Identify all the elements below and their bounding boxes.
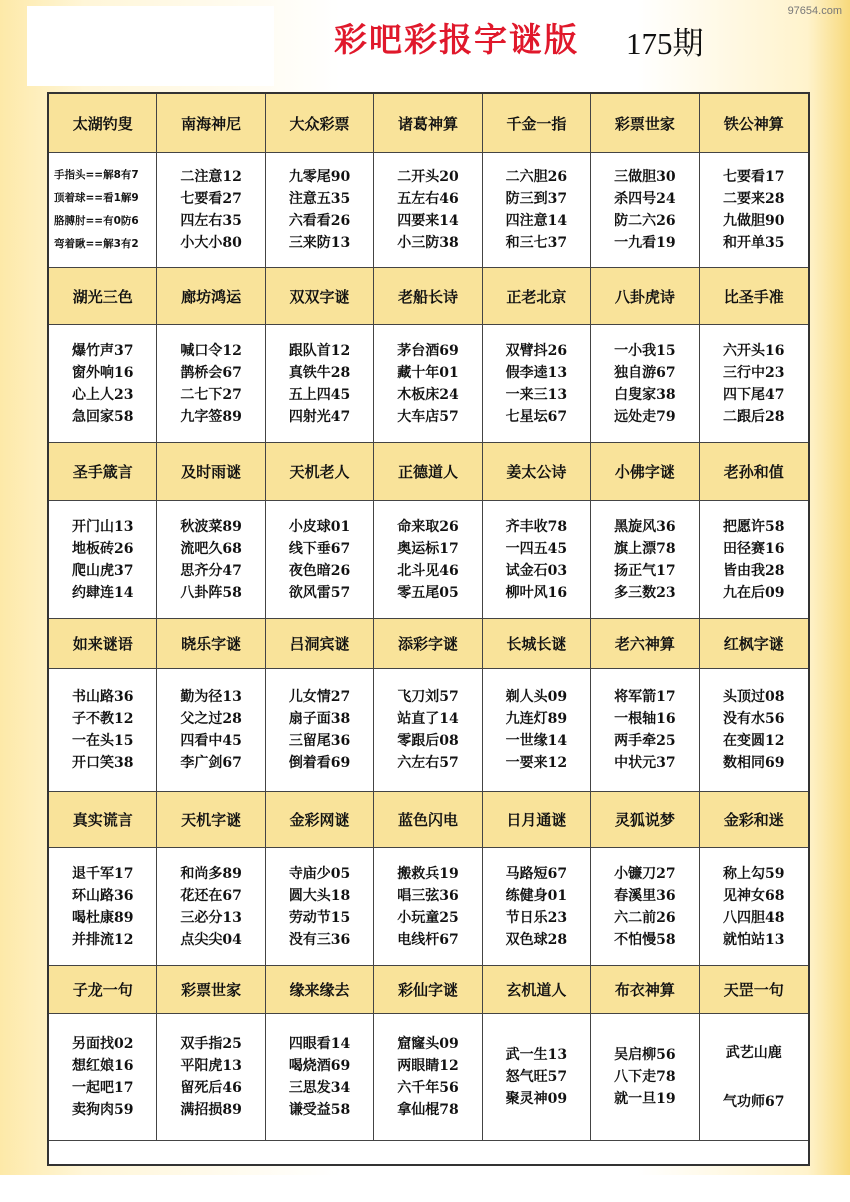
riddle-line: 和三七37 (505, 235, 568, 251)
riddle-cell (266, 1014, 374, 1141)
riddle-line: 四下尾47 (723, 386, 785, 403)
riddle-line: 木板床24 (397, 386, 459, 403)
riddle-line: 三来防13 (288, 235, 351, 251)
riddle-line: 顶着球==看1解9 (54, 192, 139, 204)
riddle-line: 和开单35 (723, 235, 785, 251)
riddle-line: 谦受益58 (288, 1102, 351, 1118)
riddle-line: 四要来14 (397, 213, 459, 229)
riddle-line: 子不教12 (71, 711, 134, 727)
riddle-line: 二开头20 (397, 169, 459, 185)
riddle-line: 四看中45 (180, 733, 242, 749)
column-header: 比圣手准 (700, 268, 808, 325)
riddle-line: 平阳虎13 (180, 1058, 242, 1074)
riddle-line: 黑旋风36 (614, 518, 676, 535)
riddle-line: 小大小80 (180, 235, 242, 251)
column-header: 双双字谜 (266, 268, 374, 325)
riddle-line: 想红娘16 (71, 1058, 134, 1074)
riddle-line: 小皮球01 (288, 518, 351, 535)
riddle-line: 急回家58 (71, 408, 134, 425)
riddle-cell (700, 669, 808, 792)
riddle-line: 独自游67 (614, 364, 676, 381)
riddle-line: 防三到37 (505, 191, 568, 207)
riddle-cell (266, 501, 374, 619)
riddle-line: 多三数23 (614, 584, 676, 601)
riddle-line: 八下走78 (614, 1069, 676, 1085)
riddle-line: 拿仙棍78 (397, 1102, 459, 1118)
riddle-cell (266, 669, 374, 792)
riddle-line: 没有三36 (288, 931, 351, 948)
riddle-line: 心上人23 (71, 386, 134, 403)
column-header: 八卦虎诗 (591, 268, 699, 325)
column-header: 彩票世家 (157, 966, 265, 1014)
riddle-line: 三留尾36 (288, 733, 351, 749)
riddle-line: 命来取26 (397, 518, 459, 535)
riddle-line: 试金石03 (505, 562, 568, 579)
riddle-line: 劳动节15 (288, 909, 351, 926)
riddle-line: 真铁牛28 (288, 364, 351, 381)
riddle-cell (591, 669, 699, 792)
riddle-line: 开门山13 (71, 518, 134, 535)
riddle-line: 大车店57 (397, 408, 459, 425)
bottom-margin (0, 1175, 850, 1202)
riddle-line: 八卦阵58 (180, 584, 242, 601)
riddle-line: 勤为径13 (180, 689, 242, 705)
riddle-line: 寺庙少05 (288, 865, 351, 882)
column-header: 正德道人 (374, 443, 482, 501)
riddle-line: 六左右57 (397, 755, 459, 771)
riddle-line: 小三防38 (397, 235, 459, 251)
riddle-line: 李广剑67 (180, 755, 242, 771)
riddle-line: 七要看17 (723, 169, 785, 185)
riddle-line: 远处走79 (614, 408, 676, 425)
riddle-line: 爬山虎37 (71, 562, 134, 579)
riddle-line: 马路短67 (505, 865, 568, 882)
riddle-line: 小镰刀27 (614, 865, 676, 882)
riddle-line: 四眼看14 (288, 1036, 351, 1052)
riddle-line: 另面找02 (71, 1036, 134, 1052)
riddle-line: 吴启柳56 (614, 1047, 676, 1063)
riddle-cell (591, 501, 699, 619)
column-header: 大众彩票 (266, 94, 374, 153)
riddle-line: 站直了14 (397, 711, 459, 727)
riddle-line: 六二前26 (614, 909, 676, 926)
riddle-line: 三思发34 (288, 1080, 351, 1096)
riddle-cell (157, 669, 265, 792)
riddle-line: 九字签89 (180, 408, 242, 425)
column-header: 老孙和值 (700, 443, 808, 501)
riddle-cell (157, 501, 265, 619)
riddle-line: 九在后09 (723, 584, 785, 601)
riddle-cell (49, 848, 157, 966)
riddle-line: 卖狗肉59 (71, 1102, 134, 1118)
riddle-cell (483, 501, 591, 619)
riddle-line: 练健身01 (505, 887, 568, 904)
column-header: 添彩字谜 (374, 619, 482, 669)
riddle-line: 扇子面38 (288, 711, 351, 727)
riddle-line: 见神女68 (723, 887, 785, 904)
riddle-line: 三行中23 (723, 364, 785, 381)
riddle-board (47, 92, 810, 1166)
riddle-line: 环山路36 (71, 887, 134, 904)
riddle-line: 柳叶风16 (505, 584, 568, 601)
riddle-line: 数相同69 (723, 755, 785, 771)
column-header: 姜太公诗 (483, 443, 591, 501)
riddle-line: 两眼睛12 (397, 1058, 459, 1074)
column-header: 湖光三色 (49, 268, 157, 325)
riddle-cell (483, 669, 591, 792)
riddle-line: 五左右46 (397, 191, 459, 207)
riddle-line: 一来三13 (505, 386, 568, 403)
riddle-line: 节日乐23 (505, 909, 568, 926)
riddle-line: 一九看19 (614, 235, 676, 251)
riddle-line: 点尖尖04 (180, 931, 242, 948)
riddle-line: 两手牵25 (614, 733, 676, 749)
riddle-line: 电线杆67 (397, 931, 459, 948)
riddle-line: 春溪里36 (614, 887, 676, 904)
riddle-cell (700, 153, 808, 268)
riddle-line: 气功师67 (723, 1093, 785, 1110)
riddle-line: 花还在67 (180, 887, 242, 904)
column-header: 天机字谜 (157, 792, 265, 848)
column-header: 晓乐字谜 (157, 619, 265, 669)
riddle-cell (49, 669, 157, 792)
riddle-cell (591, 325, 699, 443)
riddle-line: 一四五45 (505, 540, 568, 557)
riddle-line: 飞刀刘57 (397, 689, 459, 705)
riddle-cell (266, 153, 374, 268)
column-header: 及时雨谜 (157, 443, 265, 501)
column-header: 吕洞宾谜 (266, 619, 374, 669)
riddle-cell (591, 153, 699, 268)
column-header: 金彩网谜 (266, 792, 374, 848)
riddle-cell (157, 325, 265, 443)
riddle-line: 剃人头09 (505, 689, 568, 705)
riddle-line: 圆大头18 (288, 887, 351, 904)
blank-panel-left (27, 6, 274, 86)
column-header: 天罡一句 (700, 966, 808, 1014)
column-header: 彩仙字谜 (374, 966, 482, 1014)
riddle-line: 和尚多89 (180, 865, 242, 882)
column-header: 红枫字谜 (700, 619, 808, 669)
riddle-line: 父之过28 (180, 711, 242, 727)
riddle-line: 九连灯89 (505, 711, 568, 727)
riddle-line: 聚灵神09 (505, 1091, 568, 1107)
riddle-cell (700, 501, 808, 619)
column-header: 天机老人 (266, 443, 374, 501)
riddle-line: 八四胆48 (723, 909, 785, 926)
riddle-line: 扬正气17 (614, 562, 676, 579)
column-header: 圣手箴言 (49, 443, 157, 501)
riddle-line: 双色球28 (505, 931, 568, 948)
riddle-line: 五上四45 (288, 386, 351, 403)
riddle-line: 怒气旺57 (505, 1069, 568, 1085)
riddle-line: 六看看26 (288, 213, 351, 229)
riddle-line: 就一旦19 (614, 1091, 676, 1107)
riddle-cell (157, 1014, 265, 1141)
riddle-line: 注意五35 (288, 191, 351, 207)
riddle-line: 秋波菜89 (180, 518, 242, 535)
column-header: 如来谜语 (49, 619, 157, 669)
column-header: 蓝色闪电 (374, 792, 482, 848)
riddle-line: 四左右35 (180, 213, 242, 229)
column-header: 缘来缘去 (266, 966, 374, 1014)
riddle-cell (374, 153, 482, 268)
column-header: 千金一指 (483, 94, 591, 153)
riddle-line: 杀四号24 (614, 191, 676, 207)
riddle-cell (157, 153, 265, 268)
riddle-line: 七星坛67 (505, 408, 568, 425)
riddle-cell (591, 848, 699, 966)
riddle-line: 田径赛16 (723, 540, 785, 557)
riddle-line: 喝烧酒69 (288, 1058, 351, 1074)
column-header: 正老北京 (483, 268, 591, 325)
riddle-line: 胳膊肘==有0防6 (54, 215, 139, 227)
riddle-line: 零五尾05 (397, 584, 459, 601)
riddle-line: 窟窿头09 (397, 1036, 459, 1052)
riddle-line: 二七下27 (180, 386, 242, 403)
riddle-line: 称上勾59 (723, 865, 785, 882)
riddle-line: 并排流12 (71, 931, 134, 948)
riddle-line: 流吧久68 (180, 540, 242, 557)
page-title: 彩吧彩报字谜版 (334, 20, 579, 59)
riddle-line: 武艺山鹿 (725, 1044, 782, 1061)
riddle-line: 跟队首12 (288, 342, 351, 359)
riddle-line: 九零尾90 (288, 169, 351, 185)
riddle-line: 留死后46 (180, 1080, 242, 1096)
riddle-line: 倒着看69 (288, 755, 351, 771)
riddle-cell (483, 325, 591, 443)
column-header: 诸葛神算 (374, 94, 482, 153)
riddle-cell (157, 848, 265, 966)
riddle-line: 中状元37 (614, 755, 676, 771)
riddle-line: 皆由我28 (723, 562, 785, 579)
riddle-line: 唱三弦36 (397, 887, 459, 904)
riddle-line: 六千年56 (397, 1080, 459, 1096)
riddle-cell (700, 325, 808, 443)
riddle-line: 藏十年01 (397, 364, 459, 381)
riddle-line: 六开头16 (723, 342, 785, 359)
riddle-cell (483, 848, 591, 966)
column-header: 铁公神算 (700, 94, 808, 153)
riddle-cell (49, 1014, 157, 1141)
riddle-line: 线下垂67 (288, 540, 351, 557)
riddle-line: 茅台酒69 (397, 342, 459, 359)
riddle-line: 白叟家38 (614, 386, 676, 403)
riddle-cell (700, 848, 808, 966)
riddle-cell (49, 153, 157, 268)
riddle-cell (483, 153, 591, 268)
riddle-line: 双臂抖26 (505, 342, 568, 359)
riddle-line: 双手指25 (180, 1036, 242, 1052)
column-header: 廊坊鸿运 (157, 268, 265, 325)
riddle-line: 二注意12 (180, 169, 242, 185)
riddle-line: 四注意14 (505, 213, 568, 229)
riddle-line: 喝杜康89 (71, 909, 134, 926)
riddle-line: 弯着瞅==解3有2 (54, 238, 139, 250)
riddle-line: 一要来12 (505, 755, 568, 771)
riddle-line: 武一生13 (505, 1047, 568, 1063)
riddle-line: 九做胆90 (723, 213, 785, 229)
riddle-line: 零跟后08 (397, 733, 459, 749)
riddle-line: 一在头15 (71, 733, 134, 749)
riddle-line: 三必分13 (180, 909, 242, 926)
riddle-cell (700, 1014, 808, 1141)
riddle-line: 二六胆26 (505, 169, 568, 185)
riddle-line: 把愿许58 (723, 518, 785, 535)
riddle-cell (483, 1014, 591, 1141)
riddle-line: 三做胆30 (614, 169, 676, 185)
riddle-line: 小玩童25 (397, 909, 459, 926)
column-header: 老六神算 (591, 619, 699, 669)
riddle-line: 四射光47 (288, 408, 351, 425)
riddle-cell (374, 669, 482, 792)
riddle-line: 儿女情27 (288, 689, 351, 705)
column-header: 真实谎言 (49, 792, 157, 848)
riddle-line: 退千军17 (71, 865, 134, 882)
riddle-line: 二要来28 (723, 191, 785, 207)
riddle-line: 一小我15 (614, 342, 676, 359)
riddle-cell (374, 848, 482, 966)
riddle-line: 爆竹声37 (71, 342, 134, 359)
riddle-line: 约肆连14 (71, 584, 134, 601)
riddle-cell (49, 325, 157, 443)
riddle-line: 欲风雷57 (288, 584, 351, 601)
riddle-line: 不怕慢58 (614, 931, 676, 948)
riddle-line: 一世缘14 (505, 733, 568, 749)
column-header: 金彩和迷 (700, 792, 808, 848)
riddle-line: 奥运标17 (397, 540, 459, 557)
riddle-line: 地板砖26 (71, 540, 134, 557)
column-header: 小佛字谜 (591, 443, 699, 501)
riddle-cell (266, 848, 374, 966)
riddle-line: 思齐分47 (180, 562, 242, 579)
column-header: 南海神尼 (157, 94, 265, 153)
column-header: 长城长谜 (483, 619, 591, 669)
riddle-line: 假李逵13 (505, 364, 568, 381)
column-header: 灵狐说梦 (591, 792, 699, 848)
riddle-cell (374, 501, 482, 619)
column-header: 日月通谜 (483, 792, 591, 848)
riddle-line: 窗外响16 (71, 364, 134, 381)
riddle-cell (266, 325, 374, 443)
riddle-line: 防二六26 (614, 213, 676, 229)
riddle-line: 喊口令12 (180, 342, 242, 359)
riddle-line: 在变圆12 (723, 733, 785, 749)
issue-number: 175期 (626, 26, 704, 61)
watermark: 97654.com (787, 5, 842, 17)
riddle-line: 二跟后28 (723, 408, 785, 425)
riddle-line: 鹊桥会67 (180, 364, 242, 381)
riddle-cell (591, 1014, 699, 1141)
riddle-line: 满招损89 (180, 1102, 242, 1118)
riddle-cell (374, 1014, 482, 1141)
riddle-line: 旗上漂78 (614, 540, 676, 557)
riddle-line: 将军箭17 (614, 689, 676, 705)
riddle-line: 没有水56 (723, 711, 785, 727)
riddle-line: 开口笑38 (71, 755, 134, 771)
riddle-line: 一起吧17 (71, 1080, 134, 1096)
column-header: 子龙一句 (49, 966, 157, 1014)
column-header: 玄机道人 (483, 966, 591, 1014)
riddle-line: 七要看27 (180, 191, 242, 207)
column-header: 老船长诗 (374, 268, 482, 325)
riddle-line: 搬救兵19 (397, 865, 459, 882)
column-header: 太湖钓叟 (49, 94, 157, 153)
column-header: 彩票世家 (591, 94, 699, 153)
riddle-line: 就怕站13 (723, 931, 785, 948)
riddle-line: 齐丰收78 (505, 518, 568, 535)
riddle-line: 手指头==解8有7 (54, 169, 139, 181)
column-header: 布衣神算 (591, 966, 699, 1014)
riddle-cell (49, 501, 157, 619)
riddle-line: 头顶过08 (723, 689, 785, 705)
riddle-line: 一根轴16 (614, 711, 676, 727)
riddle-cell (374, 325, 482, 443)
riddle-line: 夜色暗26 (288, 562, 351, 579)
riddle-line: 北斗见46 (397, 562, 459, 579)
riddle-line: 书山路36 (71, 689, 134, 705)
